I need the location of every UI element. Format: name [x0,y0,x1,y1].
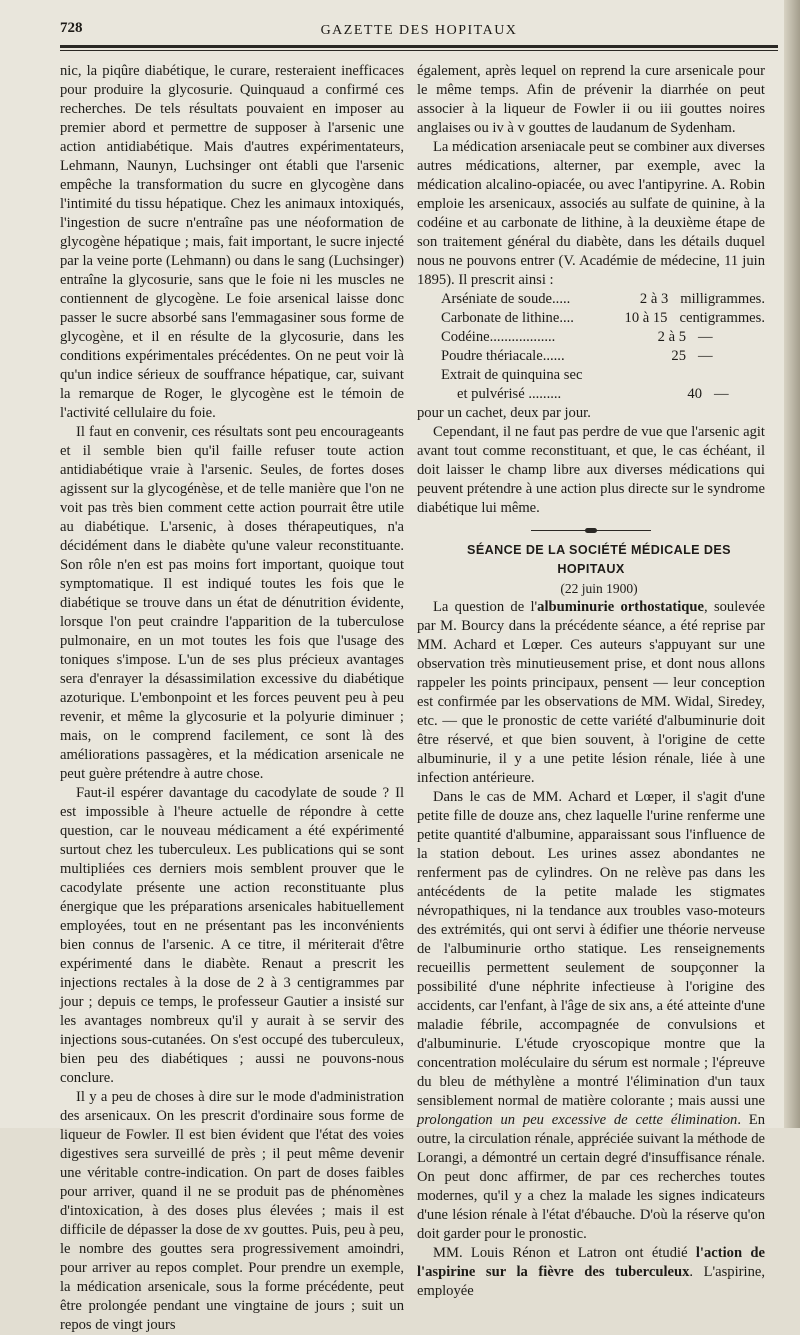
ingredient-quantity: 2 à 5 [657,329,686,345]
running-title: GAZETTE DES HOPITAUX [320,23,518,38]
header-rule-thick [60,45,778,48]
ingredient-unit: — [698,348,713,364]
paragraph [417,788,765,1244]
ingredient-name: Poudre thériacale...... [441,348,565,364]
paragraph: nic, la piqûre diabétique, le curare, resteraient inefficaces pour produire la glycosurie. Quinquaud a confirmé ces recherches. De tels résultats pouvaient en imposer au premier abord et permettre de supposer à l'arsenic une action antidiabétique. Mais d'autres expérimentateurs, Lehmann, Naunyn, Luchsinger ont établi que l'arsenic empêche la transformation du sucre en glycogène dans l'intimité du tissu hépatique. Chez les animaux intoxiqués, l'ingestion de sucre n'entraîne pas une néoformation de glycogène hépatique ; mais, fait important, le sucre injecté par la veine porte (Lehmann) ou dans le sang (Luchsinger) entraîne la glycosurie, sans que le foie ni les muscles ne contiennent de glycogène. Le foie arsenical laisse donc passer le sucre absorbé sans l'emmagasiner sous forme de glycogène, et il en résulte de la glycosurie, dans les conditions expérimentales précédentes. On ne peut voir là qu'un indice sérieux de souffrance hépatique, car, suivant la remarque de Roger, le glycogène est le témoin de l'activité cellulaire du foie. [60,63,404,421]
prescription-row [441,309,765,328]
paragraph: Il faut en convenir, ces résultats sont peu encourageants et il semble bien qu'il faille refuser toute action antidiabétique vraie à l'arsenic. Seules, de fortes doses agissent sur la glycogénèse, et de telle manière que l'on ne voit pas très bien comment cette action pourrait être utile au diabétique. L'arsenic, à doses thérapeutiques, n'a décidément dans le diabète qu'une valeur reconstituante. Son rôle n'en est pas moins fort important, quoique tout symptomatique. Il est indiqué toutes les fois que le diabétique se trouve dans un état de dénutrition évidente, lorsque l'on peut craindre l'apparition de la tuberculose pulmonaire, en un mot toutes les fois que l'usage des toniques s'impose. L'un de ses plus précieux avantages sera d'enrayer la désassimilation excessive du diabétique azoturique. L'embonpoint et les forces peuvent peu à peu revenir, et même la glycosurie et la polyurie diminuer ; mais, on le comprend facilement, ce sont là des améliorations passagères, et la médication arsenicale ne peut guère prétendre à autre chose. [60,424,404,782]
section-title: SÉANCE DE LA SOCIÉTÉ MÉDICALE DES HOPITAUX [467,543,731,576]
ingredient-quantity: 10 à 15 [624,310,668,326]
ingredient-name: Extrait de quinquina sec [441,367,583,383]
ingredient-quantity [616,366,698,385]
ingredient-unit: centigrammes. [679,310,765,326]
prescription-row [441,347,765,366]
prescription-row [441,328,765,347]
prescription-table [441,290,765,404]
ingredient-quantity: 40 [687,386,702,402]
paragraph: Il y a peu de choses à dire sur le mode d'administration des arsenicaux. On les prescrit d'ordinaire sous forme de liqueur de Fowler. Il est bien évident que l'état des voies digestives sera surveillé de près ; il peut même devenir une véritable contre-indication. On part de doses faibles pour arriver, quand il ne se produit pas de phénomènes d'intoxication, à des doses plus élevées ; mais il est difficile de dépasser la dose de xv gouttes. Puis, peu à peu, le nombre des gouttes sera progressivement amoindri, pour arriver au repos complet. Pour prendre un exemple, la médication arsenicale, sous la forme précédente, peut être prolongée pendant une vingtaine de jours ; suit un repos de vingt jours [60,1089,404,1333]
paragraph: La médication arseniacale peut se combiner aux diverses autres médications, alterner, par exemple, avec la médication alcalino-opiacée, ou avec l'antipyrine. A. Robin emploie les arsenicaux, associés au sulfate de quinine, à la codéine et au carbonate de lithine, à la deuxième étape de son traitement général du diabète, dans les détails duquel nous ne pouvons entrer (V. Académie de médecine, 11 juin 1895). Il prescrit ainsi : [417,139,765,288]
text-run: Dans le cas de MM. Achard et Lœper, il s'agit d'une petite fille de douze ans, chez laquelle l'urine renferme une petite quantité d'albumine, apparaissant sous l'influence de la station debout. Les urines assez abondantes ne renferment pas de cylindres. On ne relève pas dans les antécédents de la petite malade les stigmates névropathiques, ni la tendance aux troubles vaso-moteurs des extrémités, qui ont servi à édifier une théorie nerveuse de l'albuminurie ortho statique. Les renseignements recueillis permettent seulement de soupçonner la possibilité d'une néphrite infectieuse à l'origine des accidents, car l'enfant, à l'âge de six ans, a été atteinte d'une maladie fébrile, accompagnée de convulsions et d'albuminurie. L'étude cryoscopique montre que la concentration moléculaire du sérum est normale ; l'épreuve du bleu de méthylène a montré l'élimination d'un taux sensiblement normal de matière colorante ; mais aussi une [417,789,765,1109]
ingredient-name: Carbonate de lithine.... [441,310,574,326]
page-header [60,20,778,44]
paragraph: Faut-il espérer davantage du cacodylate de soude ? Il est impossible à l'heure actuelle de répondre à cette question, car le nouveau médicament a été expérimenté surtout chez les tuberculeux. Les publications qui se sont multipliées ces derniers mois semblent prouver que le cacodylate présente une action reconstituante plus énergique que les préparations arsenicales habituellement employées, tout en ne présentant pas les inconvénients bien connus de l'arsenic. A ce titre, il mériterait d'être expérimenté dans le diabète. Renaut a prescrit les injections rectales à la dose de 2 à 3 centigrammes par jour ; depuis ce temps, le professeur Gautier a insisté sur les avantages nombreux qu'il y aurait à se servir des injections sous-cutanées. On s'est occupé des tuberculeux, bien peu des diabétiques ; aussi ne pouvons-nous conclure. [60,785,404,1086]
italic-phrase: prolongation un peu excessive de cette élimination [417,1112,738,1128]
prescription-row [441,385,765,404]
text-run: , soulevée par M. Bourcy dans la précédente séance, a été reprise par MM. Achard et Lœper. Ces auteurs s'appuyant sur une observation très minutieusement prise, et dont nous allons rappeler les points principaux, pensent — leur conception est confirmée par les observations de MM. Widal, Siredey, etc. — que le pronostic de cette variété d'albuminurie doit être réservé, et que bien souvent, à l'origine de cette albuminurie, il y a une petite lésion rénale, liée à une infection antérieure. [417,599,766,786]
ingredient-quantity: 2 à 3 [639,291,669,307]
paragraph: Cependant, il ne faut pas perdre de vue que l'arsenic agit avant tout comme reconstituant, et que, le cas échéant, il doit laisser le champ libre aux diverses médications qui peuvent prétendre à une action plus directe sur le syndrome diabétique lui même. [417,424,765,516]
text-run: La question de l' [433,599,538,615]
ingredient-quantity: 25 [671,348,686,364]
left-column [60,62,404,1335]
text-run: . L'aspirine, employée [417,1264,765,1299]
paragraph [417,1244,765,1301]
ingredient-name: Codéine.................. [441,329,556,345]
text-run: . En outre, la circulation rénale, appréciée suivant la méthode de Lorangi, a démontré un certain degré d'insuffisance rénale. On peut donc affirmer, de par ces recherches toutes modernes, qu'il y a chez la malade les signes indicateurs d'une lésion rénale à l'état d'ébauche. D'où la réserve qu'on doit garder pour le pronostic. [417,1112,765,1242]
ingredient-unit: — [714,386,729,402]
paragraph: pour un cachet, deux par jour. [417,405,591,421]
paragraph: également, après lequel on reprend la cure arsenicale pour le même temps. Afin de prévenir la diarrhée on peut associer à la liqueur de Fowler ii ou iii gouttes noires anglaises ou iv à v gouttes de laudanum de Sydenham. [417,63,765,136]
section-date: (22 juin 1900) [560,581,638,596]
section-separator [531,530,651,531]
bold-term: l'action de l'aspirine sur la fièvre des tuberculeux [417,1245,765,1280]
page-edge [784,0,800,1128]
ingredient-unit: milligrammes. [680,291,765,307]
prescription-row [441,366,765,385]
ingredient-unit: — [698,329,713,345]
separator-ornament [585,528,597,533]
ingredient-name: et pulvérisé ......... [457,386,562,402]
right-column [417,62,765,1301]
header-rule-thin [60,50,778,51]
paragraph [417,598,765,788]
ingredient-name: Arséniate de soude..... [441,291,571,307]
prescription-row [441,290,765,309]
page-number: 728 [60,20,83,36]
text-run: MM. Louis Rénon et Latron ont étudié [433,1245,696,1261]
bold-term: albuminurie orthostatique [537,599,705,615]
